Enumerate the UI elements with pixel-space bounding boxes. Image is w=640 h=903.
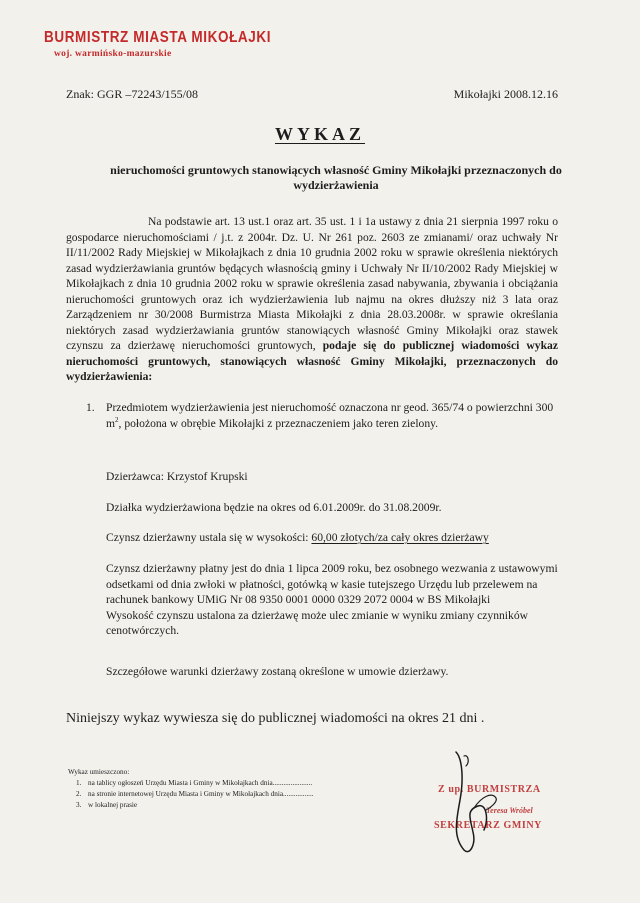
stamp-office-name: BURMISTRZ MIASTA MIKOŁAJKI — [44, 28, 272, 46]
signature-stamp — [426, 748, 596, 868]
posting-item-text: w lokalnej prasie — [88, 801, 138, 809]
area-unit-superscript: 2 — [115, 415, 119, 424]
rent-line — [86, 530, 560, 546]
payment-terms — [86, 561, 560, 639]
office-stamp — [44, 28, 272, 59]
closing-statement: Niniejszy wykaz wywiesza się do publicznej wiadomości na okres 21 dni . — [66, 711, 485, 726]
posting-item-text: na tablicy ogłoszeń Urzędu Miasta i Gminy w Mikołajkach dnia...................... — [88, 779, 313, 787]
conditions-line — [86, 664, 560, 680]
property-description — [86, 400, 560, 431]
lease-period-line — [86, 500, 560, 516]
item-number: 1. — [86, 401, 95, 414]
signature-stamp-title: SEKRETARZ GMINY — [434, 820, 542, 831]
posting-item-number: 3. — [76, 801, 82, 809]
property-text-pre: Przedmiotem wydzierżawienia jest nieruchomość oznaczona nr geod. 365/74 o powierzchni 300 m — [106, 401, 554, 430]
payment-text: Czynsz dzierżawny płatny jest do dnia 1 lipca 2009 roku, bez osobnego wezwania z ustawowymi odsetkami od dnia zwłoki w płatności, gotówką w kasie tutejszego Urzędu lub przelewem na rachunek bankowy UMiG Nr 08 9350 0001 0000 0329 2072 0004 w BS Mikołajki — [106, 562, 558, 606]
posting-heading: Wykaz umieszczono: — [68, 768, 130, 776]
posting-item-number: 1. — [76, 779, 82, 787]
posting-item-number: 2. — [76, 790, 82, 798]
lease-period-text: Działka wydzierżawiona będzie na okres od 6.01.2009r. do 31.08.2009r. — [106, 501, 442, 514]
rent-value: 60,00 złotych/za cały okres dzierżawy — [311, 531, 489, 544]
conditions-text: Szczegółowe warunki dzierżawy zostaną określone w umowie dzierżawy. — [106, 665, 449, 678]
rent-change-text: Wysokość czynszu ustalona za dzierżawę może ulec zmianie w wyniku zmiany czynników cenotwórczych. — [106, 608, 528, 637]
reference-row — [66, 87, 558, 102]
property-text-post: , położona w obrębie Mikołajki z przeznaczeniem jako teren zielony. — [118, 416, 439, 430]
rent-text — [86, 530, 560, 546]
document-subtitle: nieruchomości gruntowych stanowiących własność Gminy Mikołajki przeznaczonych do wydzierżawienia — [110, 163, 562, 192]
posting-list — [68, 767, 314, 811]
title-text: WYKAZ — [274, 124, 365, 144]
place-date: Mikołajki 2008.12.16 — [453, 87, 558, 101]
signature-stamp-authority: Z up. BURMISTRZA — [438, 784, 541, 795]
signature-stamp-name: Teresa Wróbel — [486, 806, 533, 815]
handwritten-signature — [426, 748, 596, 868]
posting-item — [68, 800, 314, 811]
property-item — [86, 400, 560, 431]
reference-number: Znak: GGR –72243/155/08 — [66, 87, 198, 101]
intro-text: Na podstawie art. 13 ust.1 oraz art. 35 ust. 1 i 1a ustawy z dnia 21 sierpnia 1997 roku o gospodarce nieruchomościami / j.t. z 2004r. Dz. U. Nr 261 poz. 2603 ze zmianami/ oraz uchwały Nr II/11/2002 Rady Miejskiej w Mikołajkach z dnia 10 grudnia 2002 roku w sprawie określenia niektórych zasad wydzierżawiania gruntów będących własnością gminy i Uchwały Nr II/10/2002 Rady Miejskiej w Mikołajkach z dnia 10 grudnia 2002 roku w sprawie określenia zasad nabywania, zbywania i obciążania nieruchomości gruntowych oraz ich wydzierżawienia lub najmu na okres dłuższy niż 3 lata oraz Zarządzeniem nr 30/2008 Burmistrza Miasta Mikołajki z dnia 28.03.2008r. w sprawie określania niektórych zasad wydzierżawiania gruntów stanowiących własność Gminy Mikołajki oraz stawek czynszu za dzierżawę nieruchomości gruntowych, — [66, 215, 558, 352]
tenant-text: Dzierżawca: Krzystof Krupski — [106, 470, 248, 483]
posting-item — [68, 778, 314, 789]
stamp-region: woj. warmińsko-mazurskie — [54, 49, 172, 59]
intro-bold-text: podaje się do publicznej wiadomości wykaz nieruchomości gruntowych, stanowiących własność Gminy Mikołajki, przeznaczonych do wydzierżawienia: — [66, 339, 558, 383]
document-title — [0, 124, 640, 145]
rent-label: Czynsz dzierżawny ustala się w wysokości: — [106, 531, 312, 544]
tenant-line — [86, 469, 560, 485]
posting-item — [68, 789, 314, 800]
posting-item-text: na stronie internetowej Urzędu Miasta i Gminy w Mikołajkach dnia................. — [88, 790, 314, 798]
intro-paragraph — [66, 214, 558, 385]
